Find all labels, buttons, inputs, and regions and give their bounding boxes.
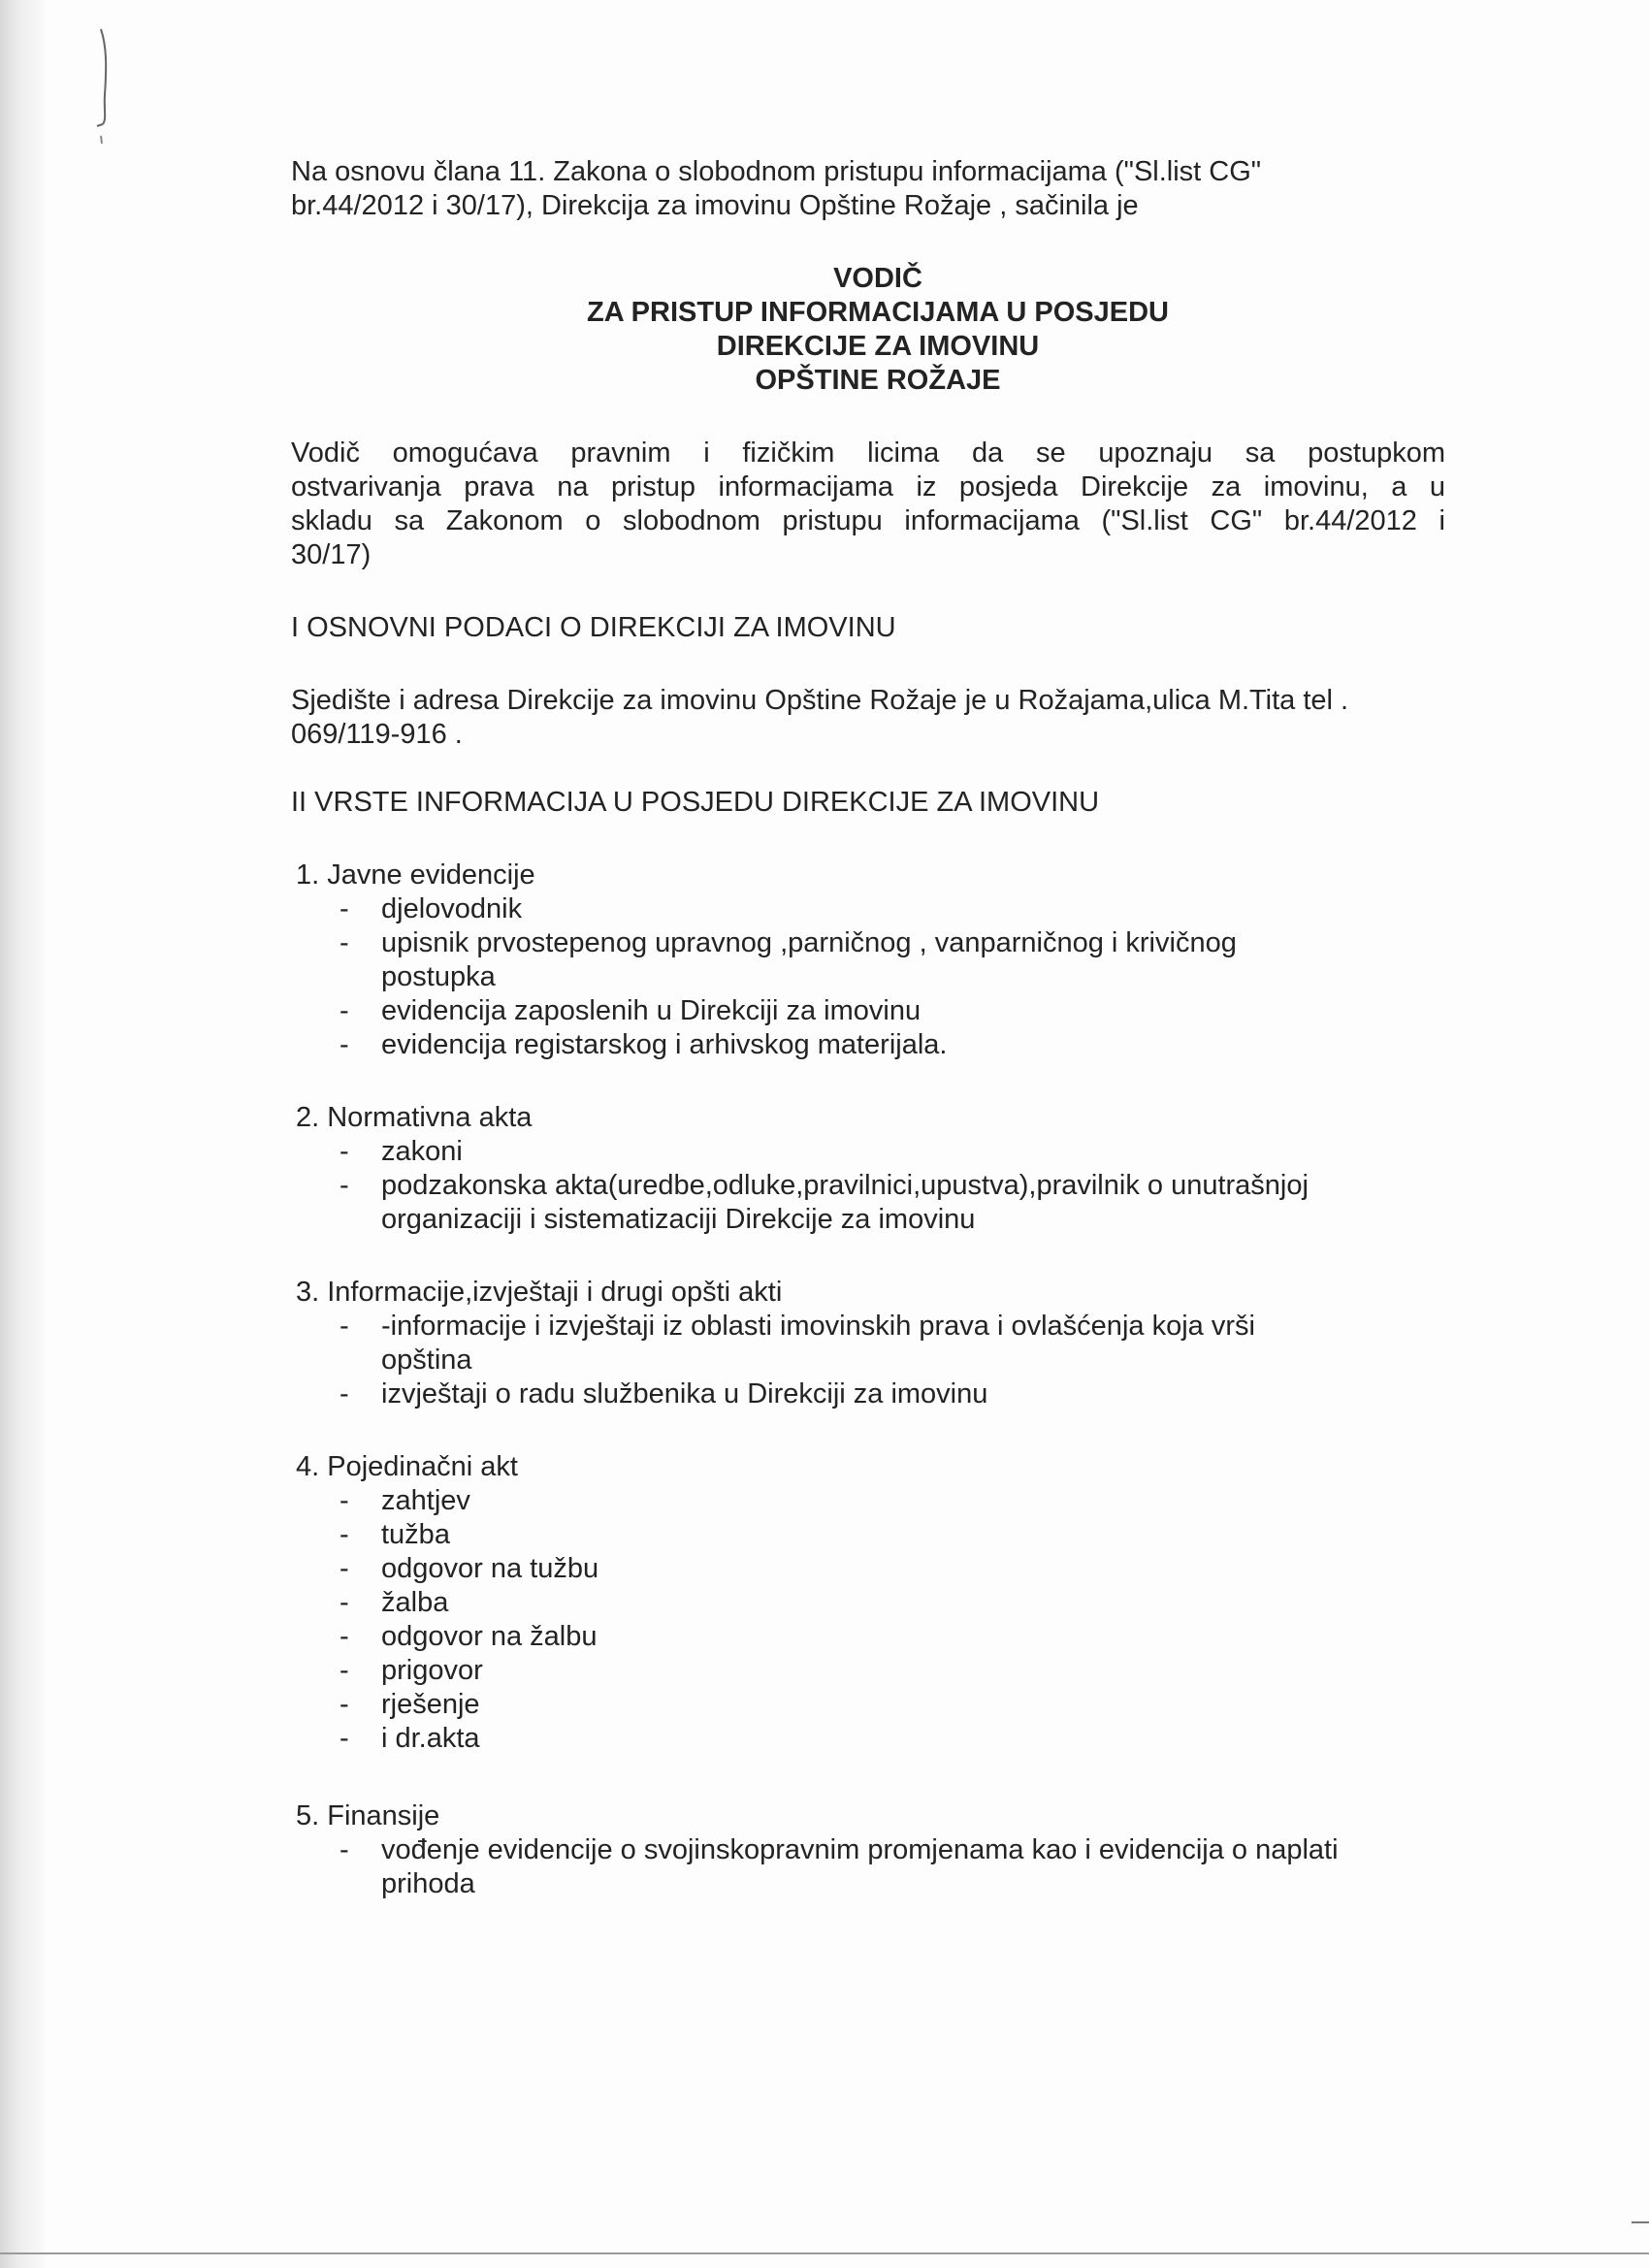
list-item-continuation: organizaciji i sistematizaciji Direkcije za imovinu — [381, 1204, 976, 1235]
list-item: odgovor na tužbu — [381, 1553, 599, 1584]
list-dash: - — [340, 1621, 349, 1652]
list-item-continuation: prihoda — [381, 1868, 475, 1899]
list-item-continuation: postupka — [381, 961, 496, 992]
list-item: zakoni — [381, 1136, 463, 1167]
list-item: rješenje — [381, 1689, 480, 1720]
list-item: tužba — [381, 1519, 450, 1550]
scan-edge-mark — [1632, 2221, 1649, 2223]
list-item: evidencija registarskog i arhivskog materijala. — [381, 1029, 948, 1060]
list-dash: - — [340, 1136, 349, 1167]
title-line-1: VODIČ — [833, 263, 922, 294]
list-item-continuation: opština — [381, 1345, 472, 1376]
section-1-line-2: 069/119-916 . — [291, 719, 463, 750]
purpose-line-1: Vodič omogućava pravnim i fizičkim licima da se upoznaju sa postupkom — [291, 437, 1445, 469]
list-dash: - — [340, 1378, 349, 1409]
list-dash: - — [340, 1170, 349, 1201]
list-item: prigovor — [381, 1655, 483, 1686]
list-dash: - — [340, 1689, 349, 1720]
list-dash: - — [340, 1485, 349, 1516]
list-item: djelovodnik — [381, 893, 523, 924]
intro-line-1: Na osnovu člana 11. Zakona o slobodnom pristupu informacijama ("Sl.list CG" — [291, 156, 1262, 187]
binder-mark-icon — [93, 27, 132, 144]
list-item: izvještaji o radu službenika u Direkciji za imovinu — [381, 1378, 988, 1409]
list-item: upisnik prvostepenog upravnog ,parničnog , vanparničnog i krivičnog — [381, 927, 1237, 958]
list-item: evidencija zaposlenih u Direkciji za imovinu — [381, 995, 922, 1026]
group-5-title: 5. Finansije — [296, 1800, 440, 1831]
purpose-line-4: 30/17) — [291, 539, 372, 570]
list-dash: - — [340, 1519, 349, 1550]
group-3-title: 3. Informacije,izvještaji i drugi opšti akti — [296, 1277, 783, 1308]
list-dash: - — [340, 1029, 349, 1060]
group-2-title: 2. Normativna akta — [296, 1102, 533, 1133]
list-dash: - — [340, 1723, 349, 1754]
list-dash: - — [340, 1311, 349, 1342]
title-line-4: OPŠTINE ROŽAJE — [755, 365, 1001, 396]
list-dash: - — [340, 893, 349, 924]
list-item: i dr.akta — [381, 1723, 480, 1754]
purpose-line-3: skladu sa Zakonom o slobodnom pristupu informacijama ("Sl.list CG" br.44/2012 i — [291, 505, 1445, 536]
list-dash: - — [340, 1834, 349, 1865]
group-4-title: 4. Pojedinačni akt — [296, 1451, 518, 1482]
list-dash: - — [340, 1655, 349, 1686]
list-dash: - — [340, 1587, 349, 1618]
list-item: zahtjev — [381, 1485, 470, 1516]
list-dash: - — [340, 995, 349, 1026]
scan-bottom-edge — [0, 2252, 1649, 2254]
intro-line-2: br.44/2012 i 30/17), Direkcija za imovinu Opštine Rožaje , sačinila je — [291, 190, 1139, 221]
section-1-line-1: Sjedište i adresa Direkcije za imovinu Opštine Rožaje je u Rožajama,ulica M.Tita tel . — [291, 685, 1349, 716]
list-item: vođenje evidencije o svojinskopravnim promjenama kao i evidencija o naplati — [381, 1834, 1339, 1865]
purpose-line-2: ostvarivanja prava na pristup informacijama iz posjeda Direkcije za imovinu, a u — [291, 471, 1445, 502]
list-item: podzakonska akta(uredbe,odluke,pravilnici,upustva),pravilnik o unutrašnjoj — [381, 1170, 1309, 1201]
list-item: -informacije i izvještaji iz oblasti imovinskih prava i ovlašćenja koja vrši — [381, 1311, 1255, 1342]
section-2-heading: II VRSTE INFORMACIJA U POSJEDU DIREKCIJE ZA IMOVINU — [291, 787, 1100, 818]
list-item: žalba — [381, 1587, 449, 1618]
scan-shadow — [0, 0, 45, 2268]
title-line-2: ZA PRISTUP INFORMACIJAMA U POSJEDU — [587, 297, 1169, 328]
list-dash: - — [340, 1553, 349, 1584]
title-line-3: DIREKCIJE ZA IMOVINU — [716, 331, 1040, 362]
list-dash: - — [340, 927, 349, 958]
list-item: odgovor na žalbu — [381, 1621, 598, 1652]
section-1-heading: I OSNOVNI PODACI O DIREKCIJI ZA IMOVINU — [291, 612, 896, 643]
group-1-title: 1. Javne evidencije — [296, 859, 535, 891]
